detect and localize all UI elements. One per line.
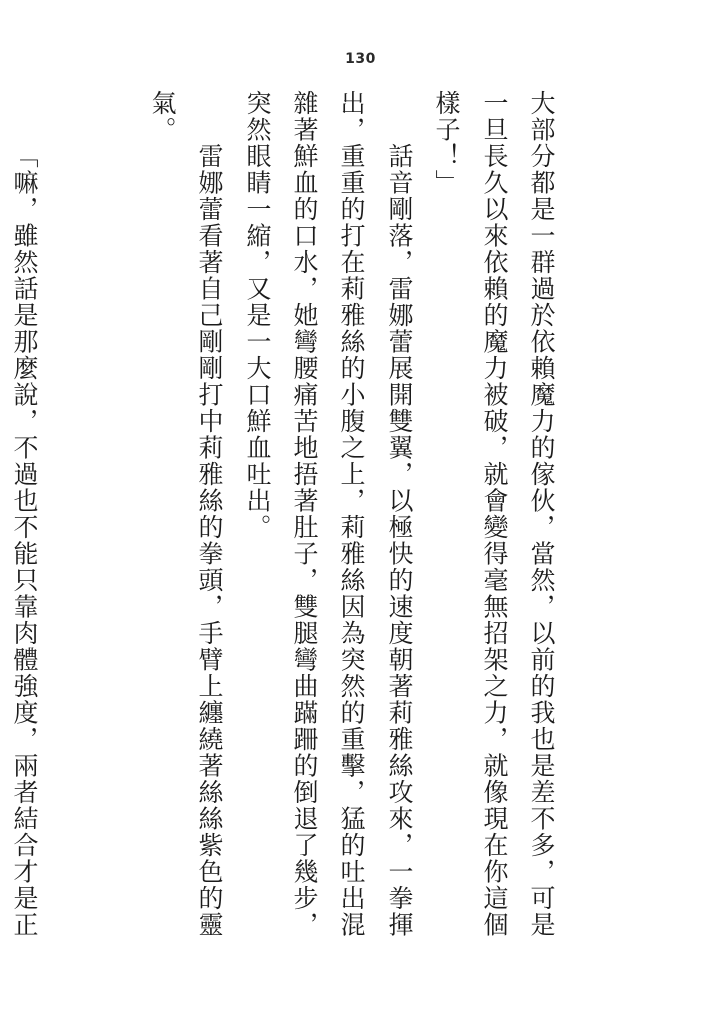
text-column: 「嘛，雖然話是那麼說，不過也不能只靠肉體強度，兩者結合才是正 <box>10 143 37 938</box>
text-column: 一旦長久以來依賴的魔力被破，就會變得毫無招架之力，就像現在你這個 <box>480 90 507 938</box>
text-column: 出，重重的打在莉雅絲的小腹之上，莉雅絲因為突然的重擊，猛的吐出混 <box>337 90 364 938</box>
text-column: 大部分都是一群過於依賴魔力的傢伙，當然，以前的我也是差不多，可是 <box>527 90 554 938</box>
text-column: 樣子！」 <box>432 90 459 196</box>
text-column: 話音剛落，雷娜蕾展開雙翼，以極快的速度朝著莉雅絲攻來，一拳揮 <box>385 143 412 938</box>
text-column: 氣。 <box>148 90 175 143</box>
page-number: 130 <box>345 51 376 67</box>
text-column: 雷娜蕾看著自己剛剛打中莉雅絲的拳頭，手臂上纏繞著絲絲紫色的靈 <box>195 143 222 938</box>
text-column: 雜著鮮血的口水，她彎腰痛苦地捂著肚子，雙腿彎曲蹣跚的倒退了幾步， <box>290 90 317 938</box>
text-column: 突然眼睛一縮，又是一大口鮮血吐出。 <box>243 90 270 541</box>
